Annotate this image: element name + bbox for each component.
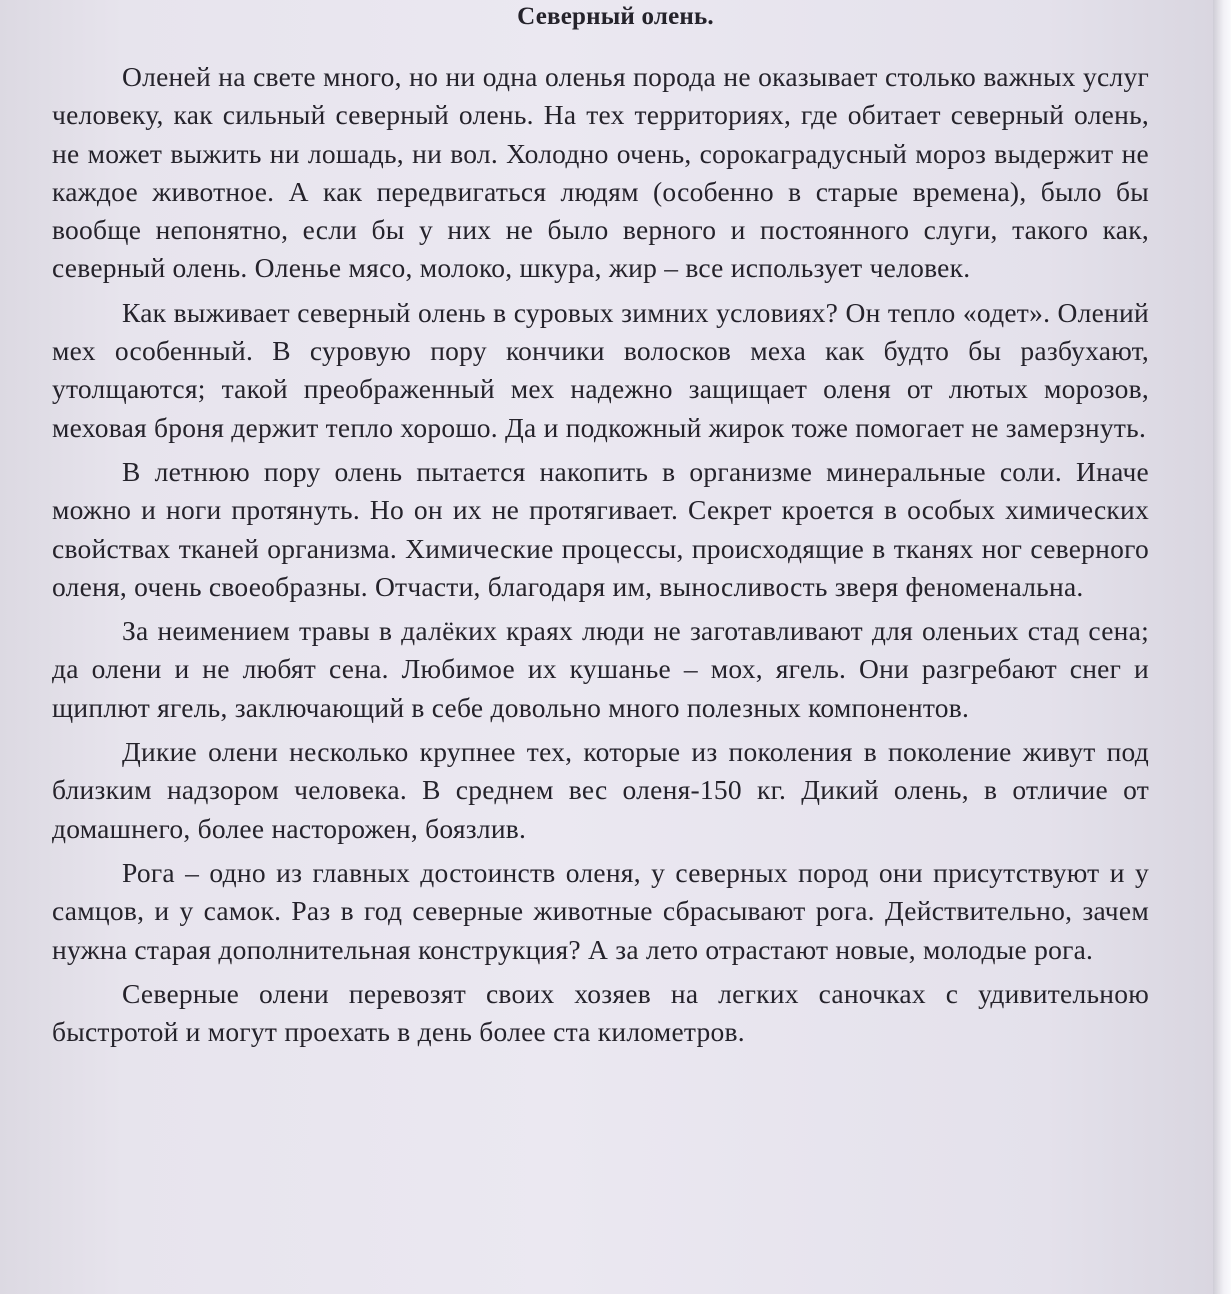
paragraph-1: Оленей на свете много, но ни одна оленья порода не оказывает столько важных услуг человеку, как сильный северный олень. На тех территориях, где обитает северный олень, не может выжить ни лошадь, ни вол. Холодно очень, сорокаградусный мороз выдержит не каждое животное. А как передвигаться людям (особенно в старые времена), было бы вообще непонятно, если бы у них не было верного и постоянного слуги, такого как, северный олень. Оленье мясо, молоко, шкура, жир – все использует человек. [52,61,1149,284]
paragraph-5: Дикие олени несколько крупнее тех, которые из поколения в поколение живут под близким надзором человека. В среднем вес оленя-150 кг. Дикий олень, в отличие от домашнего, более насторожен, боязлив. [52,736,1149,844]
paragraph-6: Рога – одно из главных достоинств оленя, у северных пород они присутствуют и у самцов, и у самок. Раз в год северные животные сбрасывают рога. Действительно, зачем нужна старая дополнительная конструкция? А за лето отрастают новые, молодые рога. [52,856,1149,965]
paragraph-2: Как выживает северный олень в суровых зимних условиях? Он тепло «одет». Олений мех особенный. В суровую пору кончики волосков меха как будто бы разбухают, утолщаются; такой преображенный мех надежно защищает оленя от лютых морозов, меховая броня держит тепло хорошо. Да и подкожный жирок тоже помогает не замерзнуть. [52,296,1149,443]
paragraph-4: За неимением травы в далёких краях люди не заготавливают для оленьих стад сена; да олени и не любят сена. Любимое их кушанье – мох, ягель. Они разгребают снег и щиплют ягель, заключающий в себе довольно много полезных компонентов. [52,615,1149,723]
document-title: Северный олень. [517,3,714,30]
paper-edge [1213,0,1231,1294]
paragraph-3: В летнюю пору олень пытается накопить в организме минеральные соли. Иначе можно и ноги протянуть. Но он их не протягивает. Секрет кроется в особых химических свойствах тканей организма. Химические процессы, происходящие в тканях ног северного оленя, очень своеобразны. Отчасти, благодаря им, выносливость зверя феноменальна. [52,455,1149,602]
paragraph-7: Северные олени перевозят своих хозяев на легких саночках с удивительною быстротой и могут проехать в день более ста километров. [52,977,1149,1048]
